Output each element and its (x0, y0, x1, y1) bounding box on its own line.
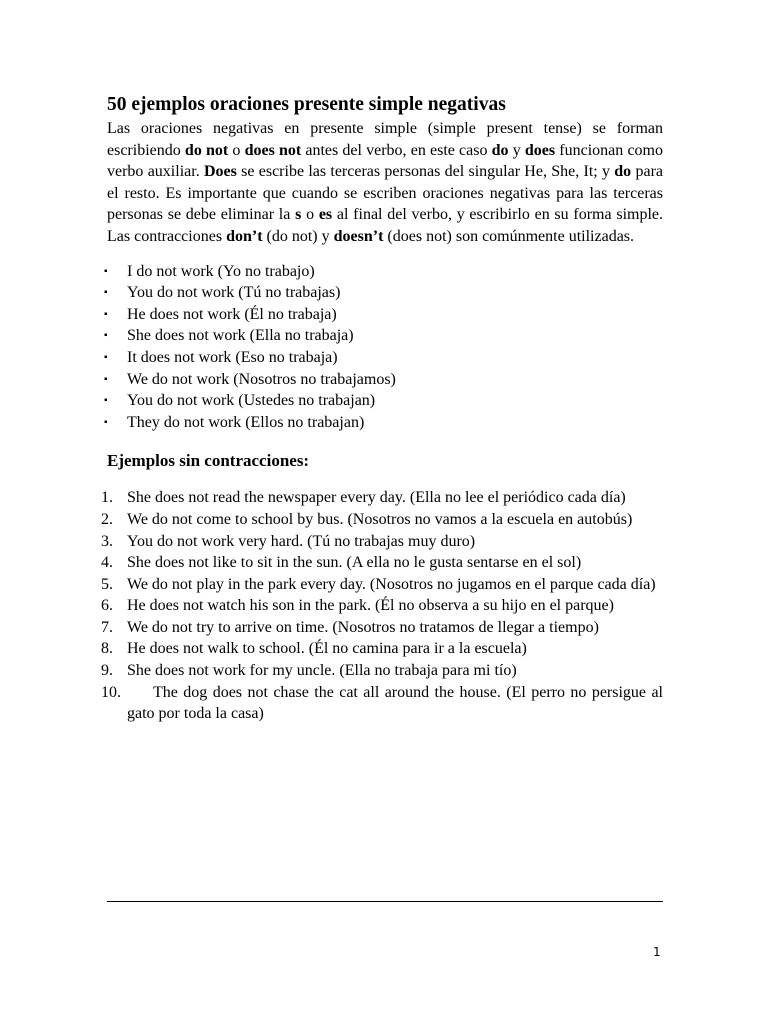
item-number: 8. (101, 640, 113, 658)
bullet-icon: ▪ (104, 395, 108, 407)
intro-bold: Does (203, 163, 237, 181)
item-number: 7. (101, 618, 113, 636)
item-number: 6. (101, 597, 113, 615)
list-item (101, 617, 663, 639)
intro-text: y (508, 141, 525, 159)
list-item-text: The dog does not chase the cat all around the house. (El perro no persigue al gato por toda la casa) (127, 683, 663, 723)
list-item (104, 347, 663, 369)
list-item-text: She does not work for my uncle. (Ella no trabaja para mi tío) (127, 662, 517, 680)
list-item (104, 412, 663, 434)
intro-bold: do (614, 163, 632, 181)
list-item-text: You do not work very hard. (Tú no trabajas muy duro) (127, 532, 476, 550)
bullet-icon: ▪ (104, 373, 108, 385)
intro-bold: do (491, 141, 509, 159)
page-number: 1 (653, 945, 661, 959)
list-item-text: He does not work (Él no trabaja) (127, 305, 337, 323)
list-item (101, 638, 663, 660)
intro-bold: do not (184, 141, 229, 159)
intro-bold: does (524, 141, 556, 159)
list-item-text: It does not work (Eso no trabaja) (127, 348, 338, 366)
list-item-text: He does not walk to school. (Él no camina para ir a la escuela) (127, 640, 527, 658)
list-item-text: They do not work (Ellos no trabajan) (127, 413, 365, 431)
item-number: 1. (101, 489, 113, 507)
intro-bold: does not (244, 141, 302, 159)
list-item (101, 660, 663, 682)
page-title: 50 ejemplos oraciones presente simple negativas (107, 94, 506, 115)
list-item-text: She does not work (Ella no trabaja) (127, 327, 354, 345)
list-item (104, 390, 663, 412)
list-item-text: He does not watch his son in the park. (Él no observa a su hijo en el parque) (127, 597, 614, 615)
list-item (101, 682, 663, 725)
list-item-text: We do not work (Nosotros no trabajamos) (127, 370, 396, 388)
item-number: 5. (101, 575, 113, 593)
list-item (104, 261, 663, 283)
intro-text: se escribe las terceras personas del singular He, She, It; y (236, 163, 615, 181)
section-heading: Ejemplos sin contracciones: (107, 451, 310, 471)
intro-text: antes del verbo, en este caso (301, 141, 492, 159)
bullet-icon: ▪ (104, 265, 108, 277)
list-item-text: I do not work (Yo no trabajo) (127, 262, 315, 280)
list-item (101, 509, 663, 531)
list-item (101, 552, 663, 574)
list-item-text: We do not come to school by bus. (Nosotros no vamos a la escuela en autobús) (127, 510, 633, 528)
intro-paragraph (107, 118, 663, 248)
bullet-icon: ▪ (104, 330, 108, 342)
intro-bold: es (318, 206, 333, 224)
bullet-icon: ▪ (104, 416, 108, 428)
list-item-text: She does not like to sit in the sun. (A ella no le gusta sentarse en el sol) (127, 554, 582, 572)
list-item (101, 574, 663, 596)
list-item (101, 531, 663, 553)
footer-divider (107, 901, 663, 902)
intro-text: funcionan como verbo auxiliar. (107, 141, 664, 181)
item-number: 9. (101, 662, 113, 680)
bullet-icon: ▪ (104, 308, 108, 320)
intro-text: Las oraciones negativas en presente simple (simple present tense) se forman escribiendo (107, 120, 663, 159)
intro-text: para el resto. Es importante que cuando se escriben oraciones negativas para las terceras personas se debe eliminar la (107, 163, 663, 224)
intro-text: (do not) y (262, 227, 334, 245)
list-item-text: We do not play in the park every day. (Nosotros no jugamos en el parque cada día) (127, 575, 656, 593)
item-number: 3. (101, 532, 113, 550)
item-number: 10. (101, 683, 121, 701)
document-page (101, 92, 664, 725)
list-item-text: We do not try to arrive on time. (Nosotros no tratamos de llegar a tiempo) (127, 618, 599, 636)
item-number: 2. (101, 510, 113, 528)
item-number: 4. (101, 554, 113, 572)
list-item-text: You do not work (Ustedes no trabajan) (127, 392, 376, 410)
list-item (101, 595, 663, 617)
examples-list (101, 487, 663, 725)
intro-bold: don’t (226, 227, 263, 245)
intro-text: o (228, 141, 245, 159)
list-item (104, 369, 663, 391)
list-item (104, 304, 663, 326)
negative-forms-list (104, 261, 663, 434)
list-item-text: She does not read the newspaper every day. (Ella no lee el periódico cada día) (127, 489, 626, 507)
intro-text: al final del verbo, y escribirlo en su forma simple. Las contracciones (107, 206, 664, 245)
list-item (104, 282, 663, 304)
intro-bold: doesn’t (333, 227, 384, 245)
list-item (104, 325, 663, 347)
intro-text: (does not) son comúnmente utilizadas. (383, 227, 635, 245)
bullet-icon: ▪ (104, 287, 108, 299)
intro-text: o (301, 206, 319, 224)
list-item (101, 487, 663, 509)
list-item-text: You do not work (Tú no trabajas) (127, 284, 341, 302)
intro-bold: s (295, 206, 302, 224)
bullet-icon: ▪ (104, 351, 108, 363)
